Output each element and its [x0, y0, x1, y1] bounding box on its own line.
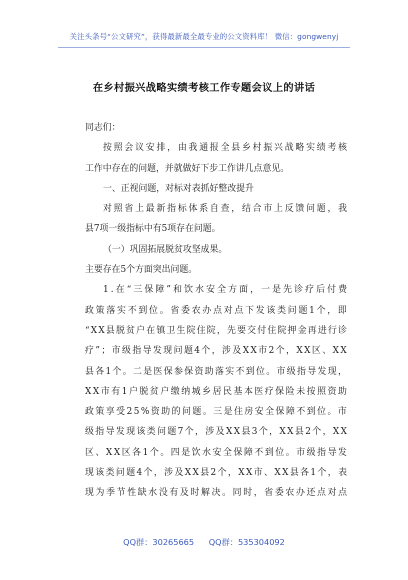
paragraph-line: 政 策 享 受 2 5 % 资 助 的 问 题 。 三 是 住 房 安 全 保 障 不 到 位 。 市 [85, 407, 347, 418]
paragraph-line: 县 各 1 个 。 二 是 医 保 参 保 资 助 落 实 不 到 位 。 市 级 指 导 发 现 ， [85, 366, 347, 377]
document-title: 在乡村振兴战略实绩考核工作专题会议上的讲话 [92, 82, 316, 94]
header-divider [58, 47, 350, 48]
paragraph-line: 区 、 X X 区 各 1 个 。 四 是 饮 水 安 全 保 障 不 到 位 。 市 级 指 导 发 [85, 447, 347, 458]
subsection-heading: （一）巩固拓展脱贫攻坚成果。 [103, 244, 228, 255]
paragraph-line: 现 该 类 问 题 4 个 ， 涉 及 X X 县 2 个 ， X X 市 、 X X 县 各 1 个 ， 表 [85, 468, 347, 479]
paragraph-line: 县7项一级指标中有5项存在问题。 [85, 224, 221, 235]
paragraph-line: 按 照 会 议 安 排 ， 由 我 通 报 全 县 乡 村 振 兴 战 略 实 绩 考 核 [103, 143, 347, 154]
header-promo-note: 关注头条号“公文研究”，获得最新最全最专业的公文资料库！ 微信：gongwenyj [69, 32, 339, 41]
paragraph-line: 主要存在5个方面突出问题。 [85, 265, 198, 276]
paragraph-line: 政 策 落 实 不 到 位 。 省 委 农 办 点 对 点 下 发 该 类 问 题 1 个 ， 即 [85, 305, 347, 316]
paragraph-line: 现 为 季 节 性 缺 水 没 有 及 时 解 决 。 同 时 ， 省 委 农 办 还 点 对 点 [85, 488, 347, 499]
document-body [85, 118, 347, 504]
paragraph-line: 工作中存在的问题，并就做好下步工作讲几点意见。 [85, 163, 290, 174]
paragraph-line: 对 照 省 上 最 新 指 标 体 系 自 查 ， 结 合 市 上 反 馈 问 题 ， 我 [103, 204, 347, 215]
paragraph-line: “ X X 县 脱 贫 户 在 镇 卫 生 院 住 院 ， 先 要 交 付 住 院 押 金 再 进 行 诊 [85, 325, 347, 336]
footer-contact [0, 537, 408, 548]
paragraph-line: 级 指 导 发 现 该 类 问 题 7 个 ， 涉 及 X X 县 3 个 ， X X 县 2 个 ， X X [85, 427, 347, 438]
footer-qq-group-1: QQ群：30265665 [123, 537, 195, 547]
section-heading: 一、正视问题，对标对表抓好整改提升 [103, 183, 254, 194]
paragraph-line: 疗 ” ； 市 级 指 导 发 现 问 题 4 个 ， 涉 及 X X 市 2 个 ， X X 区 、 X X [85, 346, 347, 357]
footer-qq-group-2: QQ群：535304092 [208, 537, 285, 547]
salutation: 同志们： [85, 123, 121, 133]
paragraph-line: X X 市 有 1 户 脱 贫 户 缴 纳 城 乡 居 民 基 本 医 疗 保 险 未 按 照 资 助 [85, 386, 347, 397]
paragraph-line: 1 . 在 “ 三 保 障 ” 和 饮 水 安 全 方 面 ， 一 是 先 诊 疗 后 付 费 [103, 285, 347, 296]
